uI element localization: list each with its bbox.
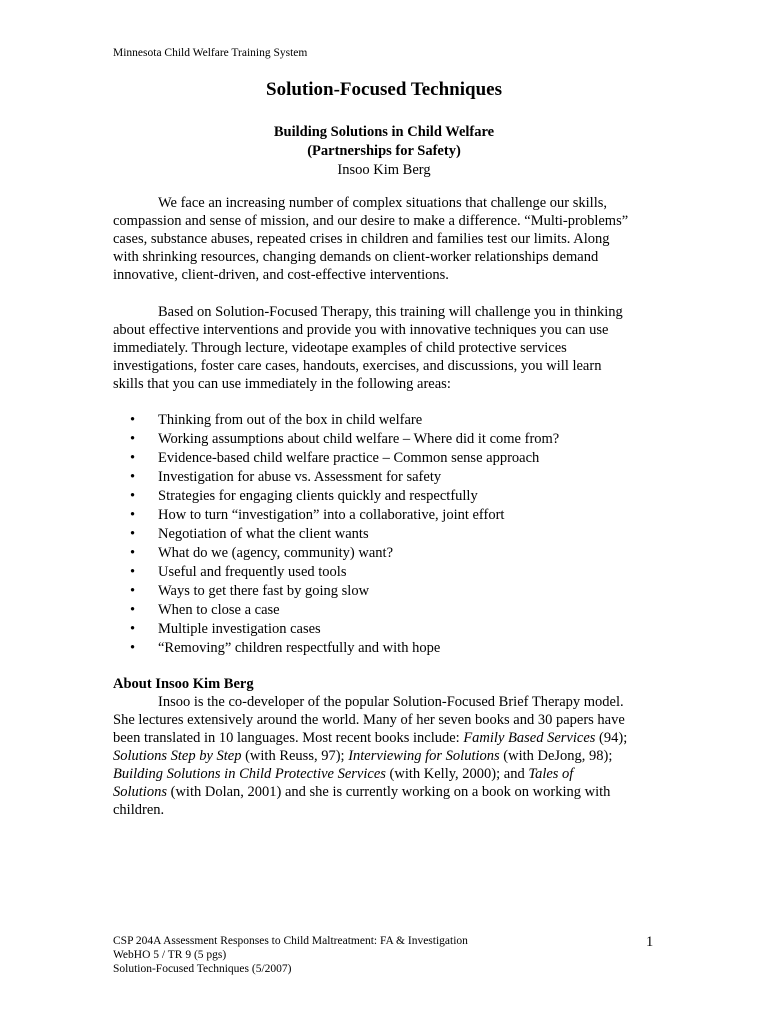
footer-course-line: CSP 204A Assessment Responses to Child Maltreatment: FA & Investigation — [113, 935, 468, 947]
bullet-icon: • — [130, 507, 136, 523]
book-title: Family Based Services — [463, 730, 596, 746]
bullet-icon: • — [130, 602, 136, 618]
book-title: Solutions Step by Step — [113, 748, 242, 764]
list-item — [113, 639, 658, 658]
paragraph-line: We face an increasing number of complex situations that challenge our skills, — [158, 195, 607, 211]
list-item — [113, 601, 658, 620]
list-item-text: What do we (agency, community) want? — [158, 545, 394, 561]
author-name: Insoo Kim Berg — [337, 162, 431, 178]
list-item-text: Investigation for abuse vs. Assessment for safety — [158, 469, 442, 485]
bullet-icon: • — [130, 545, 136, 561]
list-item-text: Useful and frequently used tools — [158, 564, 347, 580]
paragraph-line: Based on Solution-Focused Therapy, this training will challenge you in thinking — [158, 304, 623, 320]
list-item-text: Thinking from out of the box in child welfare — [158, 412, 423, 428]
list-item — [113, 411, 658, 430]
list-item — [113, 468, 658, 487]
text-run: (with Kelly, 2000); and — [385, 766, 529, 782]
page-number: 1 — [646, 934, 654, 950]
intro-paragraph-1 — [113, 194, 658, 284]
list-item — [113, 620, 658, 639]
paragraph-line: cases, substance abuses, repeated crises in children and families test our limits. Along — [113, 231, 610, 247]
paragraph-line: with shrinking resources, changing demands on client-worker relationships demand — [113, 249, 599, 265]
list-item — [113, 544, 658, 563]
subtitle-line-2: (Partnerships for Safety) — [307, 143, 461, 159]
subtitle-line-1: Building Solutions in Child Welfare — [273, 124, 495, 140]
paragraph-line — [113, 765, 658, 783]
text-run: (94); — [595, 730, 628, 746]
page-footer — [113, 934, 468, 976]
list-item — [113, 449, 658, 468]
text-run: been translated in 10 languages. Most recent books include: — [113, 730, 464, 746]
bullet-icon: • — [130, 621, 136, 637]
paragraph-line: about effective interventions and provide you with innovative techniques you can use — [113, 322, 609, 338]
book-title: Tales of — [528, 766, 574, 782]
bullet-icon: • — [130, 450, 136, 466]
about-heading: About Insoo Kim Berg — [113, 676, 254, 692]
paragraph-line: She lectures extensively around the world. Many of her seven books and 30 papers have — [113, 712, 625, 728]
bullet-icon: • — [130, 583, 136, 599]
bullet-icon: • — [130, 469, 136, 485]
list-item-text: How to turn “investigation” into a collaborative, joint effort — [158, 507, 505, 523]
footer-title-line: Solution-Focused Techniques (5/2007) — [113, 963, 292, 975]
list-item — [113, 487, 658, 506]
running-head: Minnesota Child Welfare Training System — [113, 47, 308, 59]
book-title: Solutions — [113, 784, 167, 800]
bullet-icon: • — [130, 488, 136, 504]
list-item-text: Negotiation of what the client wants — [158, 526, 369, 542]
list-item — [113, 582, 658, 601]
list-item-text: Strategies for engaging clients quickly and respectfully — [158, 488, 478, 504]
list-item-text: Working assumptions about child welfare – Where did it come from? — [158, 431, 560, 447]
paragraph-line: compassion and sense of mission, and our desire to make a difference. “Multi-problems” — [113, 213, 629, 229]
bullet-icon: • — [130, 412, 136, 428]
paragraph-line: Insoo is the co-developer of the popular Solution-Focused Brief Therapy model. — [158, 694, 624, 710]
list-item — [113, 563, 658, 582]
paragraph-line: innovative, client-driven, and cost-effective interventions. — [113, 267, 449, 283]
intro-paragraph-2 — [113, 303, 658, 393]
text-run: (with DeJong, 98); — [499, 748, 613, 764]
list-item — [113, 525, 658, 544]
about-paragraph — [113, 693, 658, 819]
paragraph-line — [113, 729, 658, 747]
list-item-text: Multiple investigation cases — [158, 621, 321, 637]
paragraph-line: immediately. Through lecture, videotape examples of child protective services — [113, 340, 567, 356]
paragraph-line — [113, 747, 658, 765]
paragraph-line: investigations, foster care cases, handouts, exercises, and discussions, you will learn — [113, 358, 602, 374]
list-item-text: When to close a case — [158, 602, 280, 618]
list-item — [113, 506, 658, 525]
bullet-icon: • — [130, 431, 136, 447]
book-title: Building Solutions in Child Protective Services — [113, 766, 386, 782]
list-item-text: “Removing” children respectfully and with hope — [158, 640, 441, 656]
page-title: Solution-Focused Techniques — [266, 79, 502, 100]
list-item — [113, 430, 658, 449]
bullet-icon: • — [130, 564, 136, 580]
list-item-text: Ways to get there fast by going slow — [158, 583, 370, 599]
book-title: Interviewing for Solutions — [348, 748, 500, 764]
training-topics-list — [113, 411, 658, 658]
text-run: (with Reuss, 97); — [241, 748, 349, 764]
bullet-icon: • — [130, 526, 136, 542]
paragraph-line: skills that you can use immediately in the following areas: — [113, 376, 451, 392]
bullet-icon: • — [130, 640, 136, 656]
list-item-text: Evidence-based child welfare practice – Common sense approach — [158, 450, 540, 466]
text-run: (with Dolan, 2001) and she is currently working on a book on working with — [166, 784, 611, 800]
paragraph-line — [113, 783, 658, 801]
footer-handout-line: WebHO 5 / TR 9 (5 pgs) — [113, 949, 227, 961]
paragraph-line: children. — [113, 802, 165, 818]
